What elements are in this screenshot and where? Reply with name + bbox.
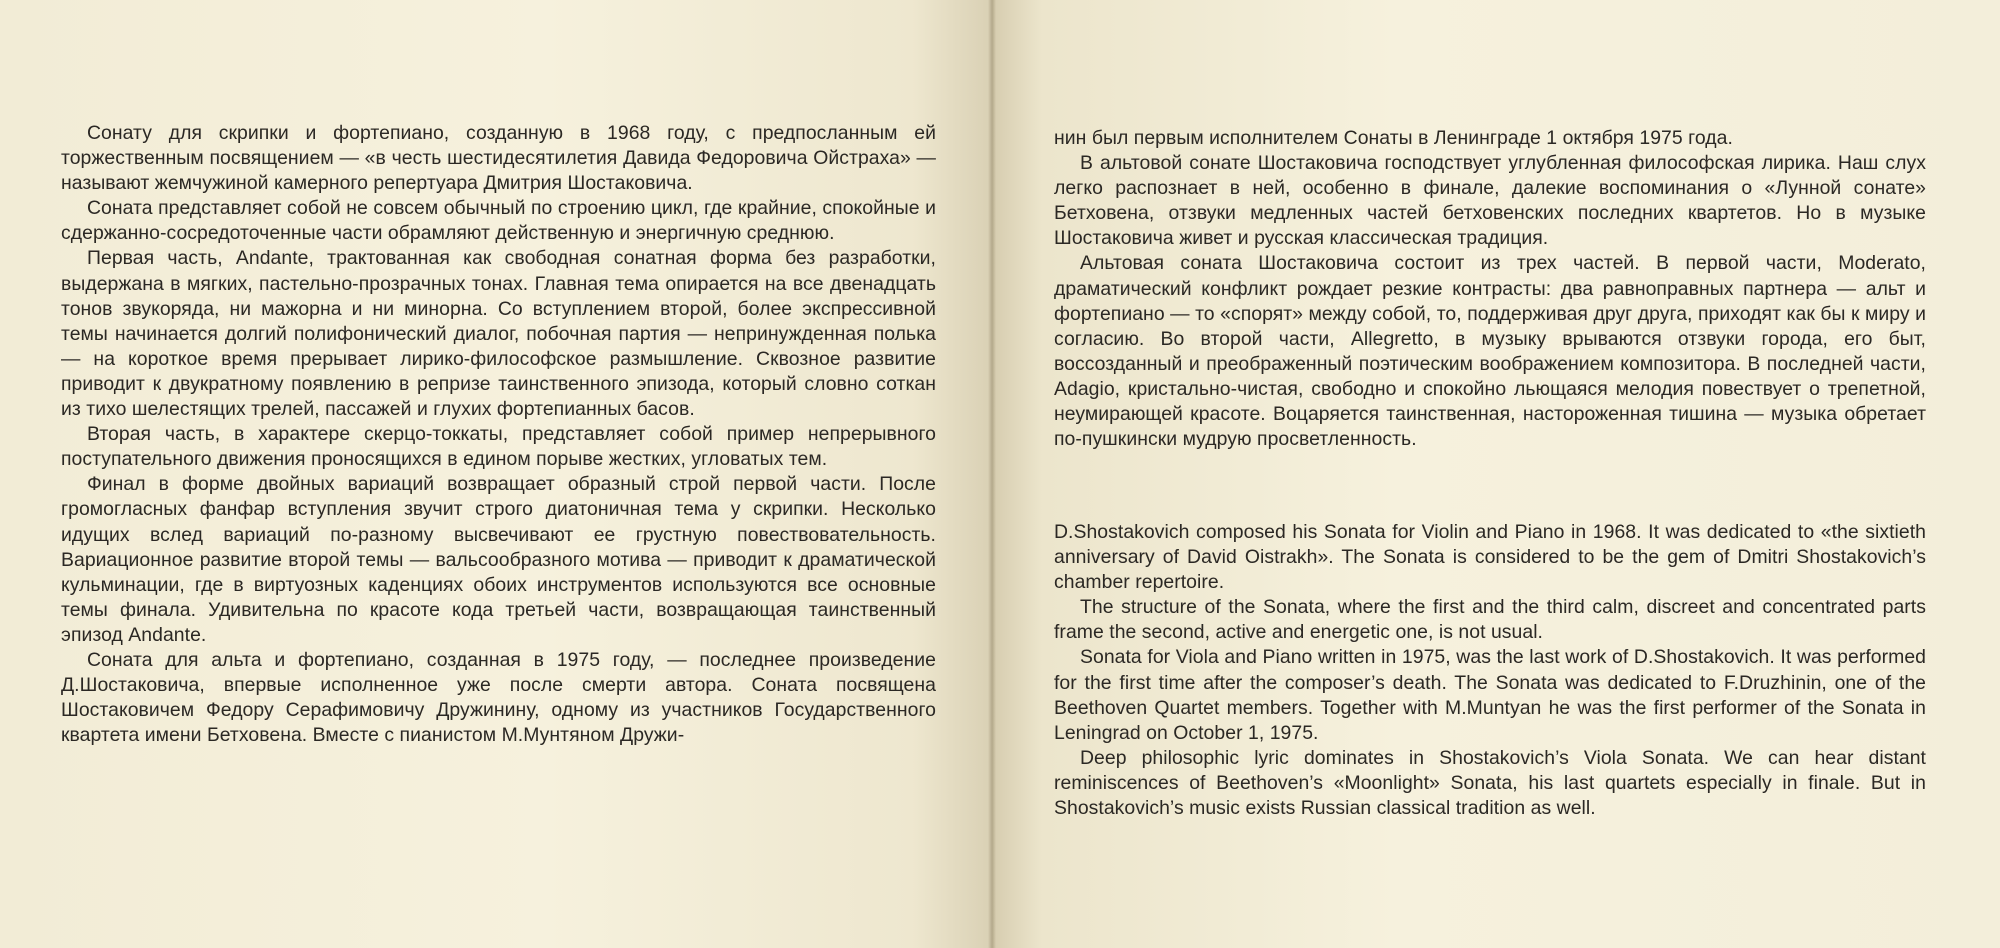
paragraph-viola-sonata-lyric: В альтовой сонате Шостаковича господствует углубленная философская лирика. Наш слух легко распознает в ней, особенно в финале, далекие воспоминания о «Лунной сонате» Бетховена, отзвуки медленных частей бетховенских последних квартетов. Но в музыке Шостаковича живет и русская классическая традиция. [1054, 152, 1926, 250]
paragraph-second-movement: Вторая часть, в характере скерцо-токкаты, представляет собой пример непрерывного поступательного движения проносящихся в едином порыве жестких, угловатых тем. [61, 423, 936, 471]
paragraph-en-lyric: Deep philosophic lyric dominates in Shostakovich’s Viola Sonata. We can hear distant reminiscences of Beethoven’s «Moonlight» Sonata, his last quartets especially in finale. But in Shostakovich’s music exists Russian classical tradition as well. [1054, 746, 1926, 820]
right-page-russian-text [1054, 126, 1926, 452]
right-page-english-text [1054, 520, 1926, 821]
paragraph-en-violin-sonata: D.Shostakovich composed his Sonata for Violin and Piano in 1968. It was dedicated to «the sixtieth anniversary of David Oistrakh». The Sonata is considered to be the gem of Dmitri Shostakovich’s chamber repertoire. [1054, 521, 1926, 594]
paragraph-en-viola-sonata: Sonata for Viola and Piano written in 1975, was the last work of D.Shostakovich. It was performed for the first time after the composer’s death. The Sonata was dedicated to F.Druzhinin, one of the Beethoven Quartet members. Together with M.Muntyan he was the first performer of the Sonata in Leningrad on October 1, 1975. [1054, 646, 1926, 744]
paragraph-cycle-structure: Соната представляет собой не совсем обычный по строению цикл, где крайние, спокойные и сдержанно-сосредоточенные части обрамляют действенную и энергичную среднюю. [61, 197, 936, 245]
paragraph-first-movement: Первая часть, Andante, трактованная как свободная сонатная форма без разработки, выдержана в мягких, пастельно-прозрачных тонах. Главная тема опирается на все двенадцать тонов звукоряда, ни мажорна и ни минорна. Со вступлением второй, более экспрессивной темы начинается долгий полифонический диалог, побочная партия — непринужденная полька — на короткое время прерывает лирико-философское размышление. Сквозное развитие приводит к двукратному появлению в репризе таинственного эпизода, который словно соткан из тихо шелестящих трелей, пассажей и глухих фортепианных басов. [61, 247, 936, 421]
book-gutter [988, 0, 996, 948]
paragraph-viola-sonata-intro: Соната для альта и фортепиано, созданная в 1975 году, — последнее произведение Д.Шостаковича, впервые исполненное уже после смерти автора. Соната посвящена Шостаковичем Федору Серафимовичу Дружинину, одному из участников Государственного квартета имени Бетховена. Вместе с пианистом М.Мунтяном Дружи- [61, 648, 936, 747]
paragraph-finale: Финал в форме двойных вариаций возвращает образный строй первой части. После громогласных фанфар вступления звучит строго диатоничная тема у скрипки. Несколько идущих вслед вариаций по-разному высвечивают ее грустную повествовательность. Вариационное развитие второй темы — вальсообразного мотива — приводит к драматической кульминации, где в виртуозных каденциях обоих инструментов используются все основные темы финала. Удивительна по красоте кода третьей части, возвращающая таинственный эпизод Andante. [61, 473, 936, 646]
left-page-russian-text [61, 121, 936, 748]
paragraph-continuation: нин был первым исполнителем Сонаты в Ленинграде 1 октября 1975 года. [1054, 127, 1733, 149]
paragraph-violin-sonata-intro: Сонату для скрипки и фортепиано, созданную в 1968 году, с предпосланным ей торжественным посвящением — «в честь шестидесятилетия Давида Федоровича Ойстраха» — называют жемчужиной камерного репертуара Дмитрия Шостаковича. [61, 122, 936, 195]
paragraph-viola-sonata-movements: Альтовая соната Шостаковича состоит из трех частей. В первой части, Moderato, драматический конфликт рождает резкие контрасты: два равноправных партнера — альт и фортепиано — то «спорят» между собой, то, поддерживая друг друга, приходят как бы к миру и согласию. Во второй части, Allegretto, в музыку врываются отзвуки города, его быт, воссозданный и преображенный поэтическим воображением композитора. В последней части, Adagio, кристально-чистая, свободно и спокойно льющаяся мелодия повествует о трепетной, неумирающей красоте. Воцаряется таинственная, настороженная тишина — музыка обретает по-пушкински мудрую просветленность. [1054, 252, 1926, 451]
paragraph-en-structure: The structure of the Sonata, where the first and the third calm, discreet and concentrated parts frame the second, active and energetic one, is not usual. [1054, 596, 1926, 644]
